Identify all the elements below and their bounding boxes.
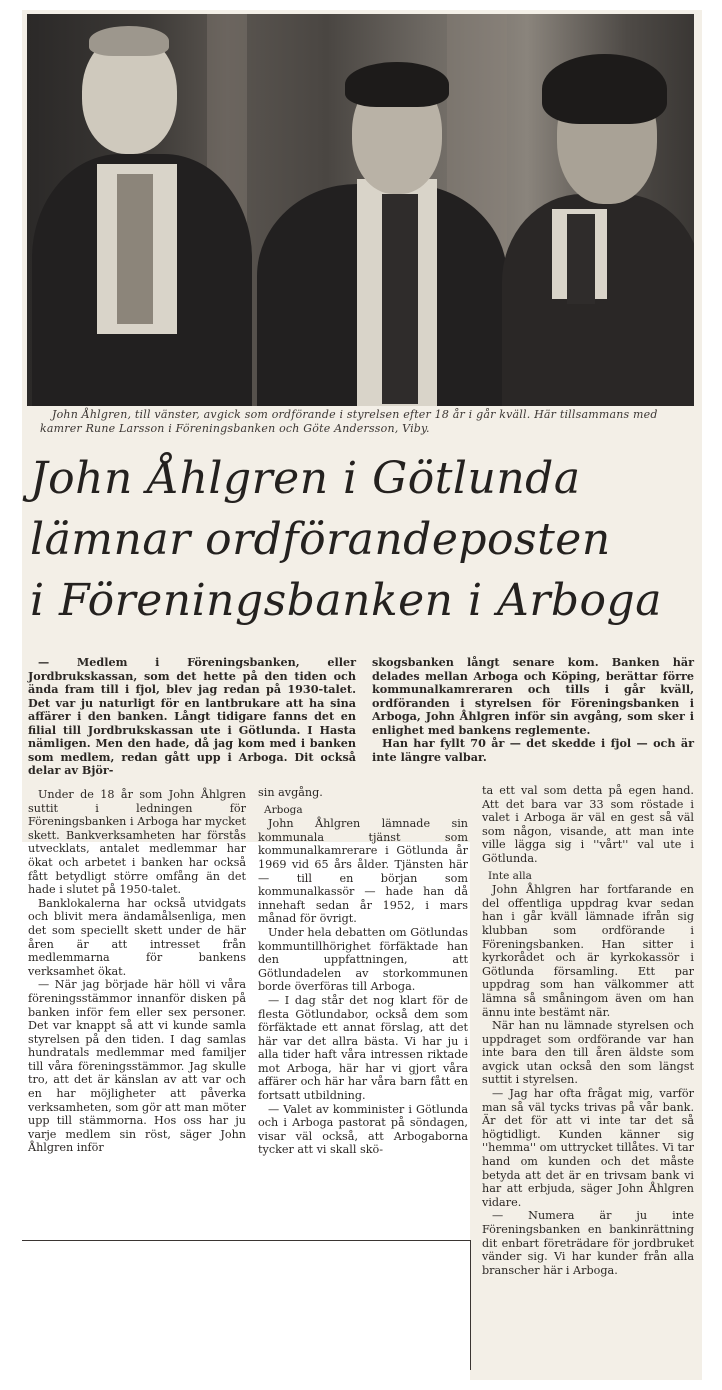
lead-right-paragraph-1: skogsbanken långt senare kom. Banken här delades mellan Arboga och Köping, berättar förre kommunalkamreraren och tills i går kväll, ordföranden i styrelsen för Föreningsbanken i Arboga, John Åhlgren inför sin avgång, som sker i enlighet med bankens reglemente. bbox=[372, 655, 694, 737]
photo-caption: John Åhlgren, till vänster, avgick som ordförande i styrelsen efter 18 år i går kväll. Här tillsammans med kamrer Rune Larsson i Föreningsbanken och Göte Andersson, Viby. bbox=[40, 408, 658, 435]
col2-paragraph: — Valet av komminister i Götlunda och i Arboga pastorat på söndagen, visar väl också, att Arbogaborna tycker att vi skall skö- bbox=[258, 1102, 468, 1157]
col1-paragraph: — När jag började här höll vi våra föreningsstämmor innanför disken på banken inför fem eller sex personer. Det var knappt så att vi kunde samla styrelsen på den tiden. I dag samlas hundratals medlemmar med familjer till våra föreningsstämmor. Jag skulle tro, att det är känslan av att var och en har möjligheter att påverka verksamheten, som gör att man möter upp till stämmorna. Hos oss har ju varje medlem sin röst, säger John Åhlgren inför bbox=[28, 978, 246, 1155]
col3-paragraph: När han nu lämnade styrelsen och uppdraget som ordförande var han inte bara den till åren äldste som avgick utan också den som längst suttit i styrelsen. bbox=[482, 1019, 694, 1087]
person-left bbox=[27, 14, 267, 406]
headline-line-1: John Åhlgren i Götlunda bbox=[30, 453, 581, 504]
column-2 bbox=[258, 786, 468, 1157]
col2-paragraph: sin avgång. bbox=[258, 786, 323, 799]
col2-paragraph: — I dag står det nog klart för de flesta Götlundabor, också dem som förfäktade ett annat förslag, att det här var det allra bästa. Vi har ju i alla tider haft våra intressen riktade mot Arboga, här har vi gjort våra affärer och här har våra barn fått en fortsatt utbildning. bbox=[258, 993, 468, 1103]
col2-paragraph: Under hela debatten om Götlundas kommuntillhörighet förfäktade han den uppfattningen, att Götlundadelen av storkommunen borde överföras till Arboga. bbox=[258, 925, 468, 994]
headline bbox=[30, 448, 710, 631]
person-right bbox=[497, 14, 694, 406]
lead-left bbox=[28, 656, 356, 778]
col3-paragraph: ta ett val som detta på egen hand. Att det bara var 33 som röstade i valet i Arboga är väl en gest så väl som någon, visande, att man inte ville lägga sig i ''vårt'' val ute i Götlunda. bbox=[482, 784, 694, 865]
col2-subheading: Arboga bbox=[264, 803, 303, 816]
column-3 bbox=[482, 784, 694, 1277]
col1-paragraph: Under de 18 år som John Åhlgren suttit i ledningen för Föreningsbanken i Arboga har mycket skett. Bankverksamheten har förstås utvecklats, antalet medlemmar har ökat och arbetet i banken har också fått betydligt större omfång än det hade i slutet på 1950-talet. bbox=[28, 788, 246, 897]
col3-paragraph: — Numera är ju inte Föreningsbanken en bankinrättning dit enbart företrädare för jordbruket vänder sig. Vi har kunder från alla branscher här i Arboga. bbox=[482, 1209, 694, 1277]
col1-paragraph: Banklokalerna har också utvidgats och blivit mera ändamålsenliga, men det som speciellt skett under de här åren är att intresset från medlemmarna för bankens verksamhet ökat. bbox=[28, 896, 246, 978]
person-middle bbox=[257, 14, 527, 406]
lead-right bbox=[372, 656, 694, 764]
lead-right-paragraph-2: Han har fyllt 70 år — det skedde i fjol — och är inte längre valbar. bbox=[372, 736, 694, 764]
col3-subheading: Inte alla bbox=[488, 869, 532, 882]
col3-paragraph: — Jag har ofta frågat mig, varför man så väl tycks trivas på vår bank. Är det för att vi inte tar det så högtidligt. Kunden känner sig ''hemma'' om uttrycket tillåtes. Vi tar hand om kunden och det måste betyda att det är en trivsam bank vi har att erbjuda, säger John Åhlgren vidare. bbox=[482, 1087, 694, 1209]
column-1 bbox=[28, 788, 246, 1155]
headline-line-3: i Föreningsbanken i Arboga bbox=[30, 575, 662, 626]
headline-line-2: lämnar ordförandeposten bbox=[30, 514, 611, 565]
news-photo bbox=[27, 14, 694, 406]
column-rule bbox=[22, 1240, 470, 1241]
col3-paragraph: John Åhlgren har fortfarande en del offentliga uppdrag kvar sedan han i går kväll lämnade ifrån sig klubban som ordförande i Föreningsbanken. Han sitter i kyrkorådet och är kyrkokassör i Götlunda församling. Ett par uppdrag som han välkommer att lämna så småningom även om han ännu inte bestämt när. bbox=[482, 883, 694, 1019]
lead-left-paragraph: — Medlem i Föreningsbanken, eller Jordbrukskassan, som det hette på den tiden och ända fram till i fjol, blev jag redan på 1930-talet. Det var ju naturligt för en lantbrukare att ha sina affärer i den banken. Långt tidigare fanns det en filial till Jordbrukskassan ute i Götlunda. I Hasta nämligen. Men den hade, då jag kom med i banken som medlem, redan gått upp i Arboga. Dit också delar av Björ- bbox=[28, 655, 356, 777]
col2-paragraph: John Åhlgren lämnade sin kommunala tjänst som kommunalkamrerare i Götlunda år 1969 vid 65 års ålder. Tjänsten här — till en början som kommunalkassör — hade han då innehaft sedan år 1952, i mars månad för övrigt. bbox=[258, 817, 468, 926]
column-rule bbox=[470, 1240, 471, 1370]
